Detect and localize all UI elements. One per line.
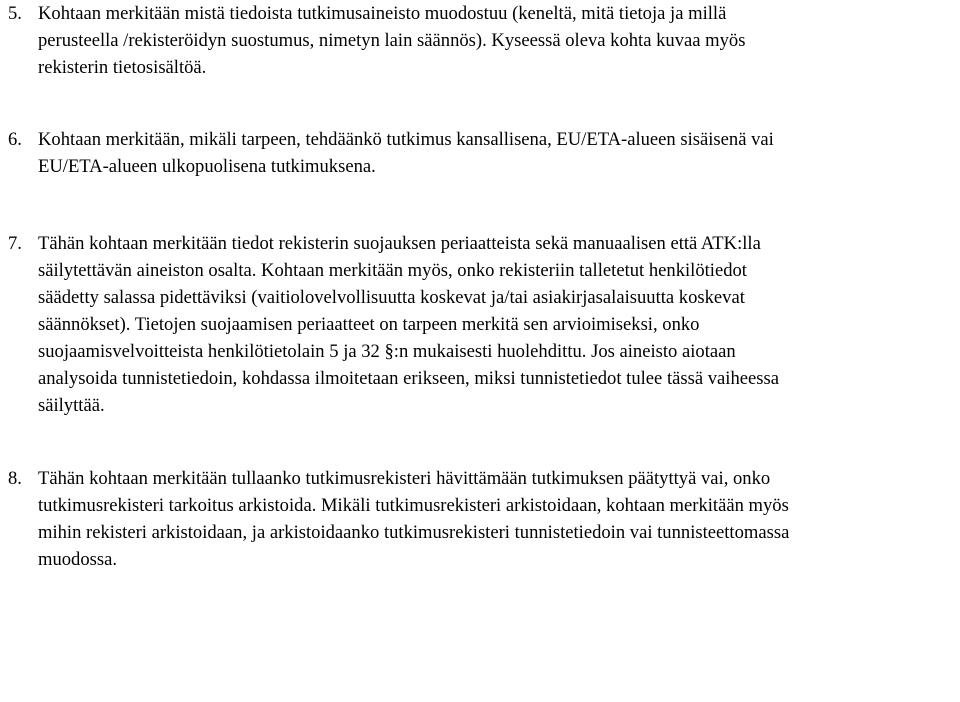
item-text-line: säännökset). Tietojen suojaamisen periaatteet on tarpeen merkitä sen arvioimiseksi, onko xyxy=(38,314,700,335)
item-text-line: Kohtaan merkitään, mikäli tarpeen, tehdäänkö tutkimus kansallisena, EU/ETA-alueen sisäisenä vai xyxy=(38,129,774,150)
item-number: 7. xyxy=(8,233,22,254)
item-text-line: Tähän kohtaan merkitään tullaanko tutkimusrekisteri hävittämään tutkimuksen päätyttyä vai, onko xyxy=(38,468,771,489)
item-text-line: Tähän kohtaan merkitään tiedot rekisterin suojauksen periaatteista sekä manuaalisen että ATK:lla xyxy=(38,233,761,254)
item-text-line: säilyttää. xyxy=(38,395,105,416)
item-number: 8. xyxy=(8,468,22,489)
item-text-line: säädetty salassa pidettäviksi (vaitiolovelvollisuutta koskevat ja/tai asiakirjasalaisuutta koskevat xyxy=(38,287,745,308)
item-number: 6. xyxy=(8,129,22,150)
item-text-line: muodossa. xyxy=(38,549,118,570)
item-text-line: rekisterin tietosisältöä. xyxy=(38,57,207,78)
item-text-line: mihin rekisteri arkistoidaan, ja arkistoidaanko tutkimusrekisteri tunnistetiedoin vai tunnisteettomassa xyxy=(38,522,790,543)
item-text-line: säilytettävän aineiston osalta. Kohtaan merkitään myös, onko rekisteriin talletetut henkilötiedot xyxy=(38,260,747,281)
item-text-line: perusteella /rekisteröidyn suostumus, nimetyn lain säännös). Kyseessä oleva kohta kuvaa myös xyxy=(38,30,746,51)
item-text-line: tutkimusrekisteri tarkoitus arkistoida. Mikäli tutkimusrekisteri arkistoidaan, kohtaan merkitään myös xyxy=(38,495,789,516)
item-number: 5. xyxy=(8,3,22,24)
item-text-line: suojaamisvelvoitteista henkilötietolain 5 ja 32 §:n mukaisesti huolehdittu. Jos aineisto aiotaan xyxy=(38,341,736,362)
item-text-line: analysoida tunnistetiedoin, kohdassa ilmoitetaan erikseen, miksi tunnistetiedot tulee tässä vaiheessa xyxy=(38,368,779,389)
item-text-line: Kohtaan merkitään mistä tiedoista tutkimusaineisto muodostuu (keneltä, mitä tietoja ja millä xyxy=(38,3,727,24)
item-text-line: EU/ETA-alueen ulkopuolisena tutkimuksena. xyxy=(38,156,376,177)
